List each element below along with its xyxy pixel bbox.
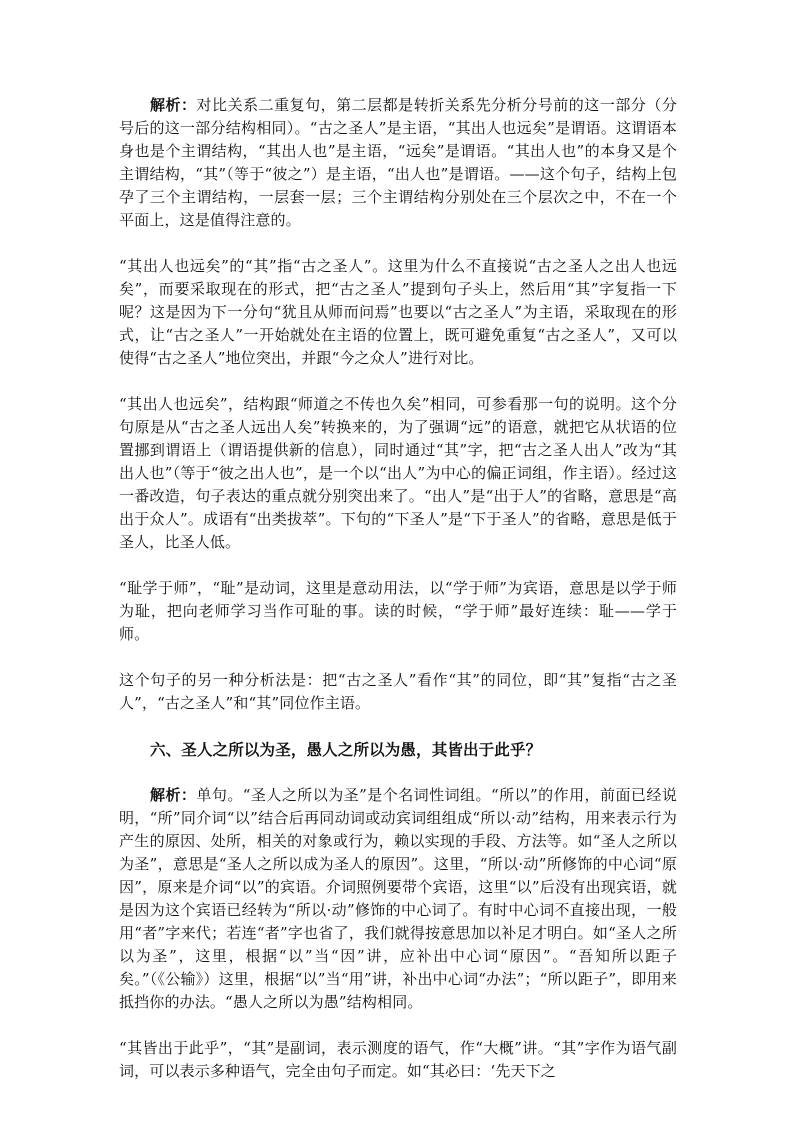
analysis-label: 解析： bbox=[150, 786, 197, 804]
paragraph-2: “其出人也远矣”的“其”指“古之圣人”。这里为什么不直接说“古之圣人之出人也远矣”，而要采取现在的形式，把“古之圣人”提到句子头上，然后用“其”字复指一下呢？这是因为下一分句“犹且从师而问焉”也要以“古之圣人”为主语，采取现在的形式，让“古之圣人”一开始就处在主语的位置上，既可避免重复“古之圣人”，又可以使得“古之圣人”地位突出，并跟“今之众人”进行对比。 bbox=[119, 257, 677, 367]
paragraph-text: 单句。“圣人之所以为圣”是个名词性词组。“所以”的作用，前面已经说明，“所”同介词“以”结合后再同动词或动宾词组组成“所以·动”结构，用来表示行为产生的原因、处所，相关的对象或行为，赖以实现的手段、方法等。如“圣人之所以为圣”，意思是“圣人之所以成为圣人的原因”。这里，“所以·动”所修饰的中心词“原因”，原来是介词“以”的宾语。介词照例要带个宾语，这里“以”后没有出现宾语，就是因为这个宾语已经转为“所以·动”修饰的中心词了。有时中心词不直接出现，一般用“者”字来代；若连“者”字也省了，我们就得按意思加以补足才明白。如“圣人之所以为圣”，这里，根据“以”当“因”讲，应补出中心词“原因”。“吾知所以距子矣。”（《公输》）这里，根据“以”当“用”讲，补出中心词“办法”；“所以距子”，即用来抵挡你的办法。“愚人之所以为愚”结构相同。 bbox=[119, 786, 677, 1011]
analysis-paragraph-6 bbox=[119, 784, 677, 1014]
document-page bbox=[119, 94, 677, 1083]
paragraph-7: “其皆出于此乎”，“其”是副词，表示测度的语气，作“大概”讲。“其”字作为语气副词，可以表示多种语气，完全由句子而定。如“其必曰：‘先天下之 bbox=[119, 1039, 677, 1080]
paragraph-text: 对比关系二重复句，第二层都是转折关系先分析分号前的这一部分（分号后的这一部分结构相同）。“古之圣人”是主语，“其出人也远矣”是谓语。这谓语本身也是个主谓结构，“其出人也”是主语，“远矣”是谓语。“其出人也”的本身又是个主谓结构，“其”（等于“彼之”）是主语，“出人也”是谓语。——这个句子，结构上包孕了三个主谓结构，一层套一层；三个主谓结构分别处在三个层次之中，不在一个平面上，这是值得注意的。 bbox=[119, 96, 678, 229]
paragraph-3: “其出人也远矣”，结构跟“师道之不传也久矣”相同，可参看那一句的说明。这个分句原是从“古之圣人远出人矣”转换来的，为了强调“远”的语意，就把它从状语的位置挪到谓语上（谓语提供新的信息），同时通过“其”字，把“古之圣人出人”改为“其出人也”（等于“彼之出人也”，是一个以“出人”为中心的偏正词组，作主语）。经过这一番改造，句子表达的重点就分别突出来了。“出人”是“出于人”的省略，意思是“高出于众人”。成语有“出类拔萃”。下句的“下圣人”是“下于圣人”的省略，意思是低于圣人，比圣人低。 bbox=[119, 395, 677, 551]
paragraph-4: “耻学于师”，“耻”是动词，这里是意动用法，以“学于师”为宾语，意思是以学于师为耻，把向老师学习当作可耻的事。读的时候，“学于师”最好连续：耻——学于师。 bbox=[119, 579, 677, 643]
analysis-label: 解析： bbox=[150, 96, 197, 114]
analysis-paragraph-1 bbox=[119, 94, 677, 232]
section-heading: 六、圣人之所以为圣，愚人之所以为愚，其皆出于此乎？ bbox=[150, 740, 542, 759]
paragraph-5: 这个句子的另一种分析法是：把“古之圣人”看作“其”的同位，即“其”复指“古之圣人”，“古之圣人”和“其”同位作主语。 bbox=[119, 671, 677, 712]
